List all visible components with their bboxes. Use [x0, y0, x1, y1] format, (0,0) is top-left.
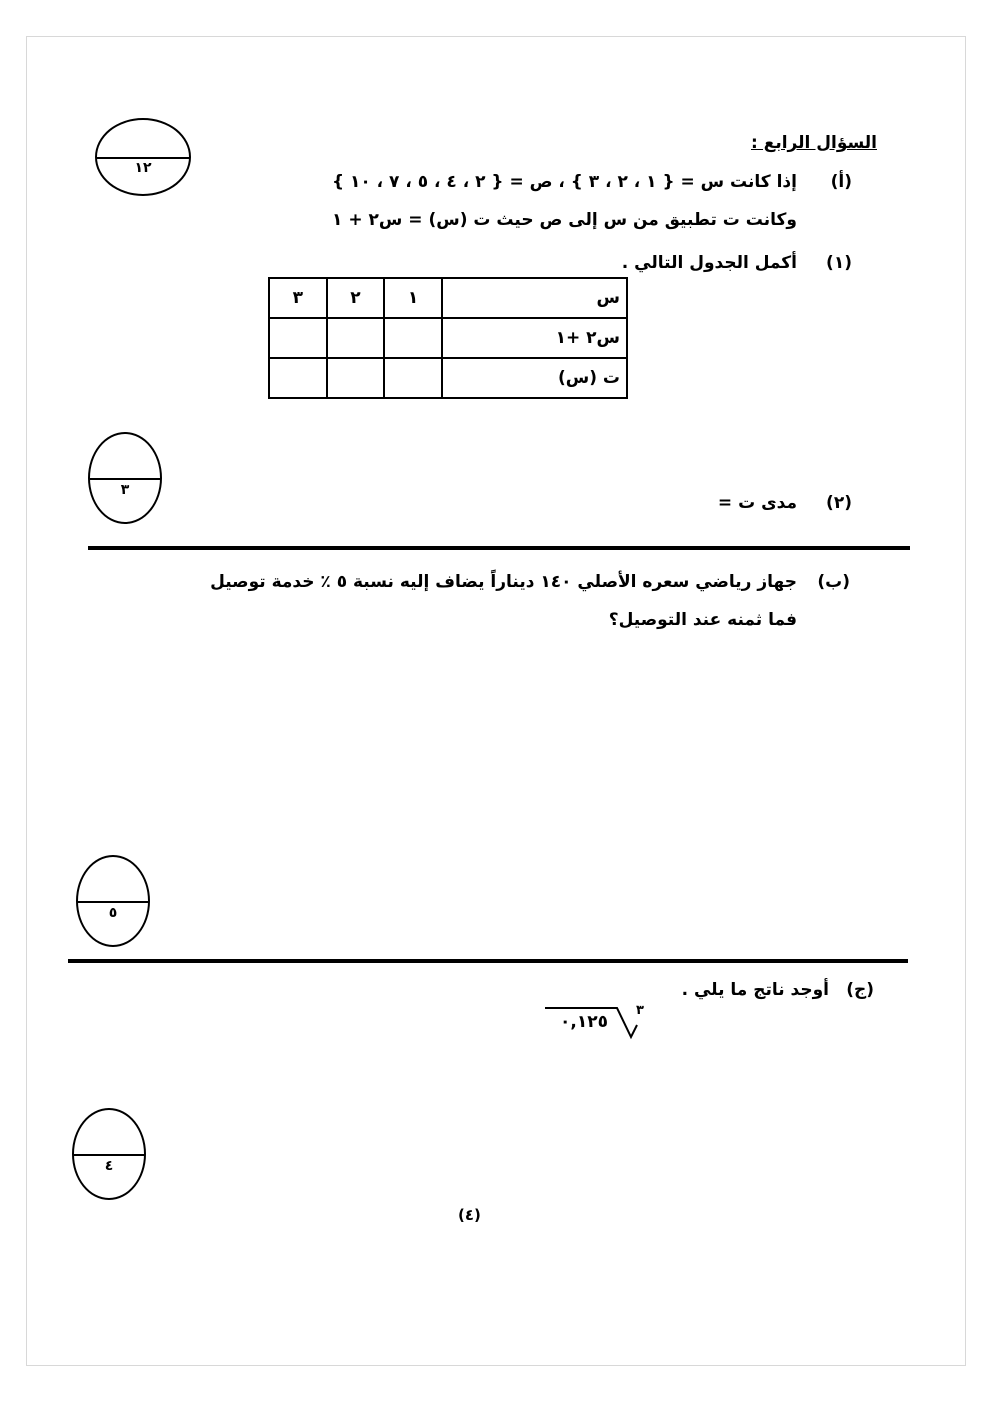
part-c-label: (ج) [846, 980, 874, 1000]
score-value: ٥ [108, 904, 118, 921]
table-cell[interactable] [327, 358, 385, 398]
sub1-label: (١) [826, 253, 852, 273]
table-cell: ت (س) [442, 358, 627, 398]
part-b-line2: فما ثمنه عند التوصيل؟ [608, 610, 797, 630]
table-row [269, 358, 627, 398]
table-row [269, 318, 627, 358]
table-cell: س٢ +١ [442, 318, 627, 358]
radicand: ٠,١٢٥ [560, 1012, 608, 1032]
score-circle-part-c [72, 1108, 146, 1200]
table-cell[interactable] [384, 318, 442, 358]
score-value: ٤ [104, 1157, 114, 1174]
part-c-text: أوجد ناتج ما يلي . [681, 980, 829, 1000]
sub1-text: أكمل الجدول التالي . [621, 253, 797, 273]
table-cell: ١ [384, 278, 442, 318]
values-table [268, 277, 628, 399]
score-circle-sub2 [88, 432, 162, 524]
part-b-line1: جهاز رياضي سعره الأصلي ١٤٠ ديناراً يضاف إليه نسبة ٥ ٪ خدمة توصيل [210, 572, 797, 592]
score-circle-part-a [95, 118, 191, 196]
part-a-label: (أ) [830, 172, 852, 192]
table-cell: ٣ [269, 278, 327, 318]
page-number: (٤) [458, 1206, 481, 1224]
score-circle-part-b [76, 855, 150, 947]
score-value: ٣ [120, 481, 130, 498]
table-cell[interactable] [327, 318, 385, 358]
table-cell[interactable] [269, 358, 327, 398]
score-value: ١٢ [134, 159, 152, 176]
table-cell[interactable] [269, 318, 327, 358]
sub2-label: (٢) [826, 493, 852, 513]
divider [68, 959, 908, 963]
exam-page [26, 36, 966, 1366]
table-row [269, 278, 627, 318]
table-cell: س [442, 278, 627, 318]
sub2-text: مدى ت = [717, 493, 797, 513]
table-cell: ٢ [327, 278, 385, 318]
part-a-line2: وكانت ت تطبيق من س إلى ص حيث ت (س) = س٢ + ١ [332, 210, 797, 230]
table-cell[interactable] [384, 358, 442, 398]
question-title: السؤال الرابع : [751, 133, 877, 153]
part-a-line1: إذا كانت س = { ١ ، ٢ ، ٣ } ، ص = { ٢ ، ٤ ، ٥ ، ٧ ، ١٠ } [331, 172, 797, 192]
root-index: ٣ [636, 1003, 644, 1018]
divider [88, 546, 910, 550]
part-b-label: (ب) [817, 572, 850, 592]
